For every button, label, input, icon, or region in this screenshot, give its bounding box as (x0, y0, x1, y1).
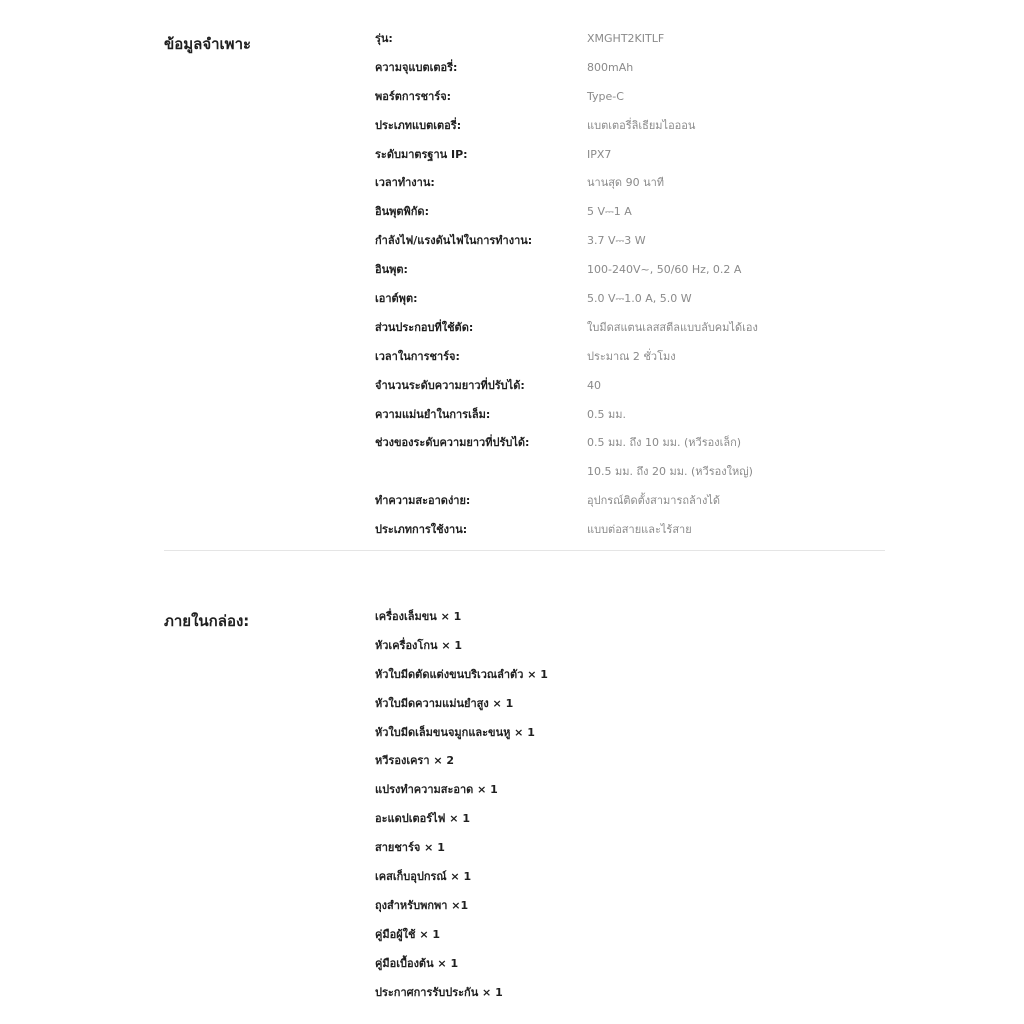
spec-label: ความแม่นยำในการเล็ม: (375, 407, 491, 421)
spec-label: เวลาทำงาน: (375, 176, 435, 190)
spec-label: ส่วนประกอบที่ใช้ตัด: (375, 320, 474, 334)
spec-row (375, 117, 895, 146)
box-item: หัวใบมีดตัดแต่งขนบริเวณลำตัว × 1 (375, 667, 548, 681)
spec-label: พอร์ตการชาร์จ: (375, 89, 452, 103)
box-item: หัวใบมีดเล็มขนจมูกและขนหู × 1 (375, 725, 535, 739)
spec-row (375, 434, 895, 463)
spec-label: กำลังไฟ/แรงดันไฟในการทำงาน: (375, 234, 533, 248)
spec-value: 5 V⎓1 A (587, 205, 632, 219)
box-item: เคสเก็บอุปกรณ์ × 1 (375, 870, 472, 884)
spec-value: 40 (587, 378, 601, 392)
spec-row (375, 88, 895, 117)
in-the-box-list (375, 608, 548, 1012)
spec-row (375, 261, 895, 290)
spec-label: จำนวนระดับความยาวที่ปรับได้: (375, 378, 525, 392)
spec-row (375, 59, 895, 88)
spec-row (375, 377, 895, 406)
spec-value: 5.0 V⎓1.0 A, 5.0 W (587, 292, 692, 306)
spec-label: อินพุตพิกัด: (375, 205, 429, 219)
spec-label: ประเภทแบตเตอรี่: (375, 118, 462, 132)
spec-label: รุ่น: (375, 32, 393, 45)
spec-value: 0.5 มม. ถึง 10 มม. (หวีรองเล็ก) (587, 436, 742, 450)
spec-row (375, 521, 895, 550)
box-item: ประกาศการรับประกัน × 1 (375, 985, 503, 999)
spec-row (375, 406, 895, 435)
spec-value: 0.5 มม. (587, 407, 626, 421)
spec-value: ใบมีดสแตนเลสสตีลแบบลับคมได้เอง (587, 320, 758, 334)
box-item: คู่มือเบื้องต้น × 1 (375, 956, 459, 970)
spec-row (375, 319, 895, 348)
spec-label: เวลาในการชาร์จ: (375, 349, 460, 363)
spec-row (375, 203, 895, 232)
spec-row (375, 492, 895, 521)
box-item: คู่มือผู้ใช้ × 1 (375, 927, 441, 941)
spec-value: อุปกรณ์ติดตั้งสามารถล้างได้ (587, 494, 721, 508)
spec-value: 100-240V~, 50/60 Hz, 0.2 A (587, 263, 742, 277)
box-item: หัวเครื่องโกน × 1 (375, 638, 463, 652)
box-item: อะแดปเตอร์ไฟ × 1 (375, 812, 470, 826)
spec-label: ระดับมาตรฐาน IP: (375, 147, 468, 161)
spec-value: 800mAh (587, 60, 634, 74)
spec-value: 10.5 มม. ถึง 20 มม. (หวีรองใหญ่) (587, 465, 753, 479)
spec-value: Type-C (587, 89, 624, 103)
spec-value: ประมาณ 2 ชั่วโมง (587, 349, 676, 363)
spec-label: ความจุแบตเตอรี่: (375, 60, 458, 74)
spec-label: เอาต์พุต: (375, 292, 418, 306)
spec-label: ช่วงของระดับความยาวที่ปรับได้: (375, 436, 530, 450)
box-item: หวีรองเครา × 2 (375, 754, 455, 768)
spec-value: นานสุด 90 นาที (587, 176, 665, 190)
spec-label: ประเภทการใช้งาน: (375, 523, 468, 537)
spec-value: แบบต่อสายและไร้สาย (587, 523, 692, 537)
box-item: แปรงทำความสะอาด × 1 (375, 783, 498, 797)
spec-label: ทำความสะอาดง่าย: (375, 494, 471, 508)
spec-row (375, 146, 895, 175)
spec-row (375, 348, 895, 377)
box-item: สายชาร์จ × 1 (375, 841, 445, 855)
specifications-list (375, 30, 895, 550)
section-divider (164, 550, 885, 551)
box-item: หัวใบมีดความแม่นยำสูง × 1 (375, 696, 514, 710)
box-item: เครื่องเล็มขน × 1 (375, 610, 462, 623)
spec-value: XMGHT2KITLF (587, 32, 665, 45)
specifications-title: ข้อมูลจำเพาะ (164, 35, 252, 53)
spec-row (375, 463, 895, 492)
spec-label: อินพุต: (375, 263, 408, 277)
spec-row (375, 174, 895, 203)
box-item: ถุงสำหรับพกพา ×1 (375, 898, 469, 912)
spec-row (375, 232, 895, 261)
spec-row (375, 290, 895, 319)
spec-row (375, 30, 895, 59)
spec-value: IPX7 (587, 147, 612, 161)
spec-value: 3.7 V⎓3 W (587, 234, 646, 248)
in-the-box-title: ภายในกล่อง: (164, 612, 250, 630)
spec-value: แบตเตอรี่ลิเธียมไอออน (587, 118, 696, 132)
